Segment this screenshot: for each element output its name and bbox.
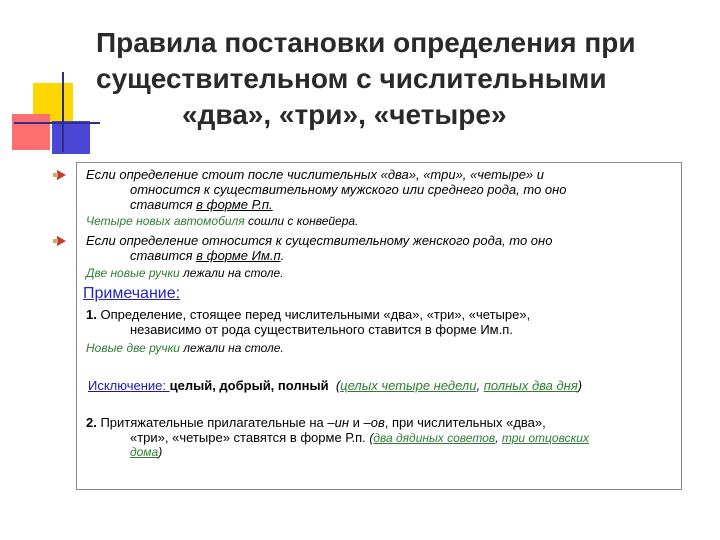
title-line-1: Правила постановки определения при xyxy=(96,27,636,58)
title-line-3: «два», «три», «четыре» xyxy=(182,99,507,130)
note-label: Примечание: xyxy=(83,285,181,302)
exception-line: Исключение: целый, добрый, полный (целых четыре недели, полных два дня) xyxy=(88,378,583,393)
note-example: Новые две ручки лежали на столе. xyxy=(86,341,284,355)
rule2-example: Две новые ручки лежали на столе. xyxy=(86,266,284,280)
arrow-bullet-icon xyxy=(57,170,66,180)
rule2-line1: Если определение относится к существительному женского рода, то оно xyxy=(86,233,553,248)
rule1-line2: относится к существительному мужского или среднего рода, то оно xyxy=(130,182,567,197)
decor-vertical-line xyxy=(62,72,64,152)
note-point1-line1: 1. Определение, стоящее перед числительными «два», «три», «четыре», xyxy=(86,307,531,322)
decor-horizontal-line xyxy=(14,122,100,124)
point2-line1: 2. Притяжательные прилагательные на –ин и –ов, при числительных «два», xyxy=(86,415,546,430)
decor-red-square xyxy=(12,114,50,150)
note-point1-line2: независимо от рода существительного ставится в форме Им.п. xyxy=(130,322,513,337)
rule2-line2: ставится в форме Им.п. xyxy=(130,248,285,263)
point2-line2: «три», «четыре» ставятся в форме Р.п. (два дядиных советов, три отцовских xyxy=(130,430,589,445)
title-line-2: существительном с числительными xyxy=(96,63,607,94)
rule1-example: Четыре новых автомобиля сошли с конвейера. xyxy=(86,214,359,228)
point2-line3: дома) xyxy=(130,445,163,459)
rule1-line3: ставится в форме Р.п. xyxy=(130,197,273,212)
rule1-line1: Если определение стоит после числительных «два», «три», «четыре» и xyxy=(86,167,544,182)
decor-blue-square xyxy=(52,121,90,154)
arrow-bullet-icon xyxy=(57,236,66,246)
